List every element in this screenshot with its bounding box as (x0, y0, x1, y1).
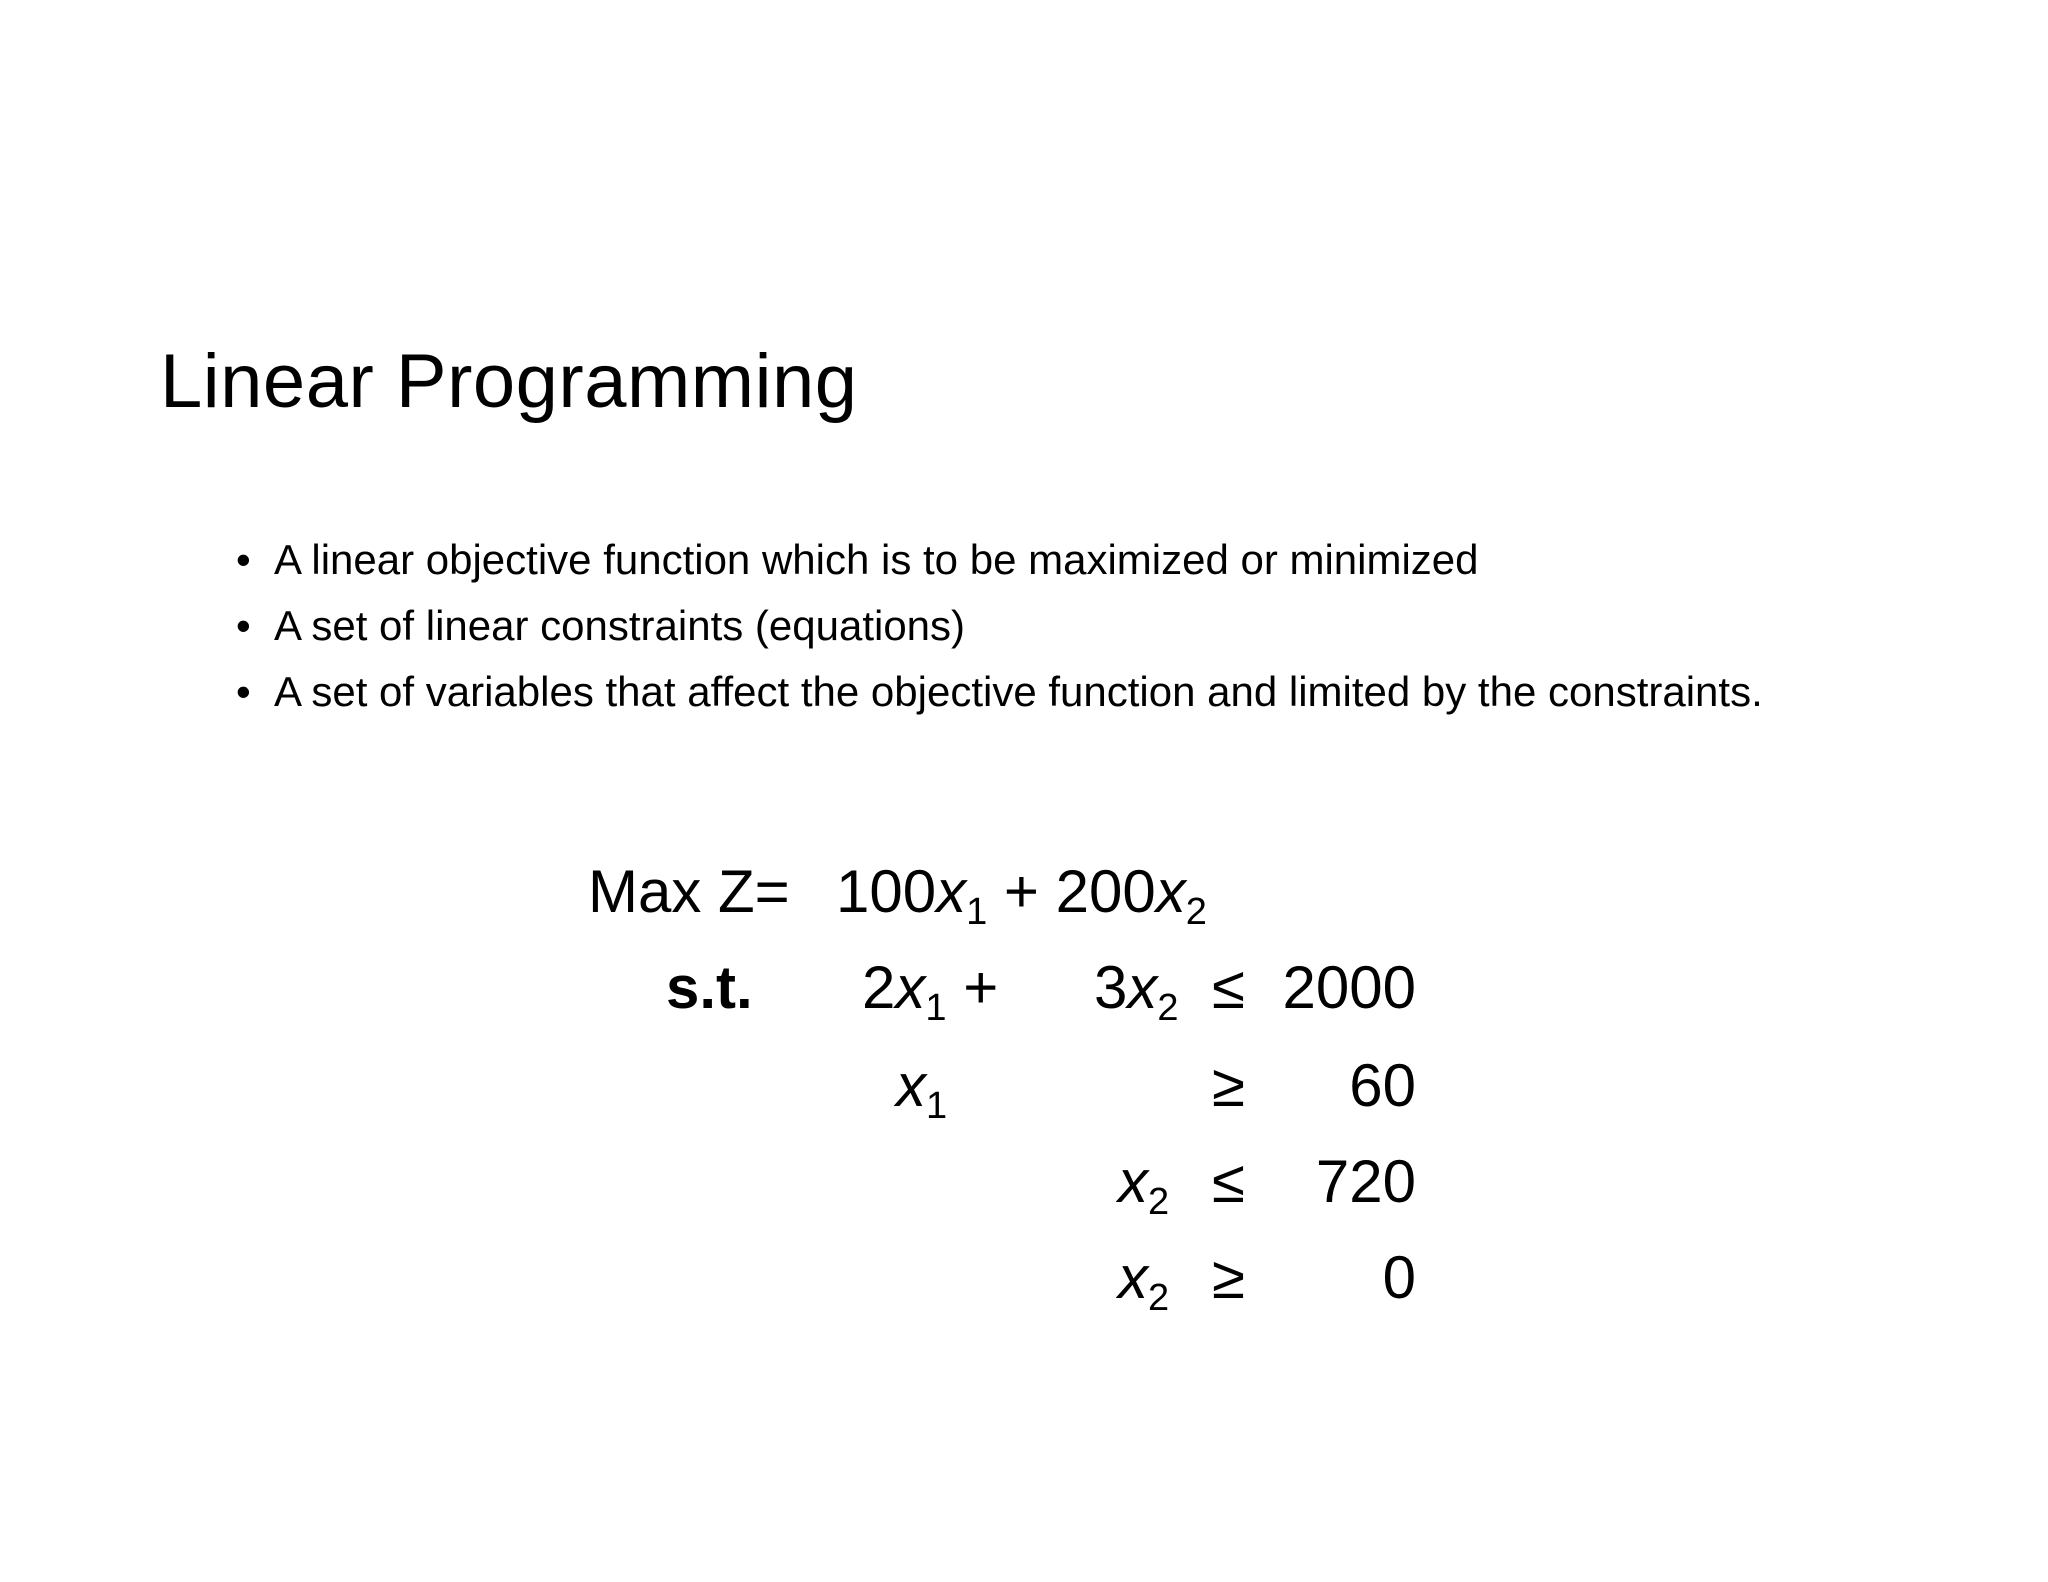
constraint-3-operator: ≤ (1212, 1148, 1245, 1215)
constraint-3-rhs: 720 (1315, 1148, 1416, 1215)
bullet-item (236, 598, 1796, 654)
constraint-4-term: $x_2$ (1118, 1244, 1170, 1320)
constraint-2-rhs: 60 (1349, 1052, 1416, 1119)
constraint-4-operator: ≥ (1212, 1244, 1245, 1311)
bullet-dot: • (236, 602, 251, 649)
constraint-1-operator: ≤ (1212, 954, 1245, 1021)
constraint-3-term: $x_2$ (1118, 1148, 1170, 1224)
bullet-item (236, 532, 1796, 588)
constraint-1-term-1: $2x_1$ + (862, 954, 999, 1030)
constraint-4-rhs: 0 (1382, 1244, 1416, 1311)
bullet-dot: • (236, 668, 251, 715)
constraint-1-term-2: $3x_2$ (1094, 954, 1179, 1030)
bullet-text: A set of linear constraints (equations) (274, 602, 966, 649)
objective-label: Max Z= (588, 858, 790, 925)
subject-to-label: s.t. (666, 954, 753, 1021)
constraint-2-term: $x_1$ (896, 1052, 948, 1128)
slide-title: Linear Programming (160, 339, 858, 424)
bullet-item (236, 664, 1796, 720)
bullet-text: A linear objective function which is to be maximized or minimized (274, 536, 1479, 583)
objective-expression: $100x_1 + 200x_2$ (836, 858, 1207, 934)
bullet-dot: • (236, 536, 251, 583)
constraint-2-operator: ≥ (1212, 1052, 1245, 1119)
bullet-list (236, 532, 1796, 730)
constraint-1-rhs: 2000 (1282, 954, 1416, 1021)
bullet-text: A set of variables that affect the objective function and limited by the constraints. (274, 668, 1763, 715)
